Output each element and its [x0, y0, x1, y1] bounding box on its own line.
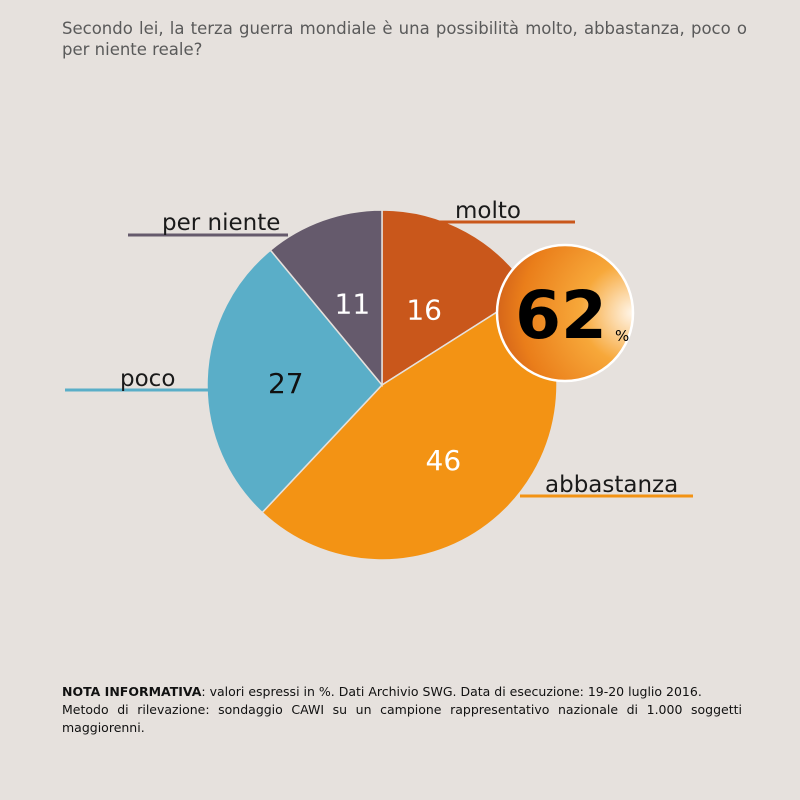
- question-title: Secondo lei, la terza guerra mondiale è una possibilità molto, abbastanza, poco o per niente reale?: [62, 19, 747, 59]
- slice-value-poco: 27: [267, 366, 304, 400]
- category-label-per-niente: per niente: [162, 210, 281, 236]
- category-label-molto: molto: [455, 198, 521, 224]
- note-text: : valori espressi in %. Dati Archivio SWG. Data di esecuzione: 19-20 luglio 2016.: [201, 684, 702, 699]
- note-line-2: Metodo di rilevazione: sondaggio CAWI su un campione rappresentativo nazionale di 1.000 soggetti maggiorenni.: [62, 702, 742, 735]
- callout-value: 62: [515, 277, 607, 354]
- category-label-abbastanza: abbastanza: [545, 472, 679, 498]
- note-line-1: [62, 683, 742, 701]
- callout-unit: %: [615, 327, 630, 345]
- slice-value-per-niente: 11: [334, 287, 371, 321]
- slice-value-molto: 16: [406, 293, 442, 327]
- informative-note: [62, 683, 742, 737]
- slice-value-abbastanza: 46: [425, 444, 462, 478]
- category-label-poco: poco: [120, 366, 176, 392]
- note-label: NOTA INFORMATIVA: [62, 684, 202, 699]
